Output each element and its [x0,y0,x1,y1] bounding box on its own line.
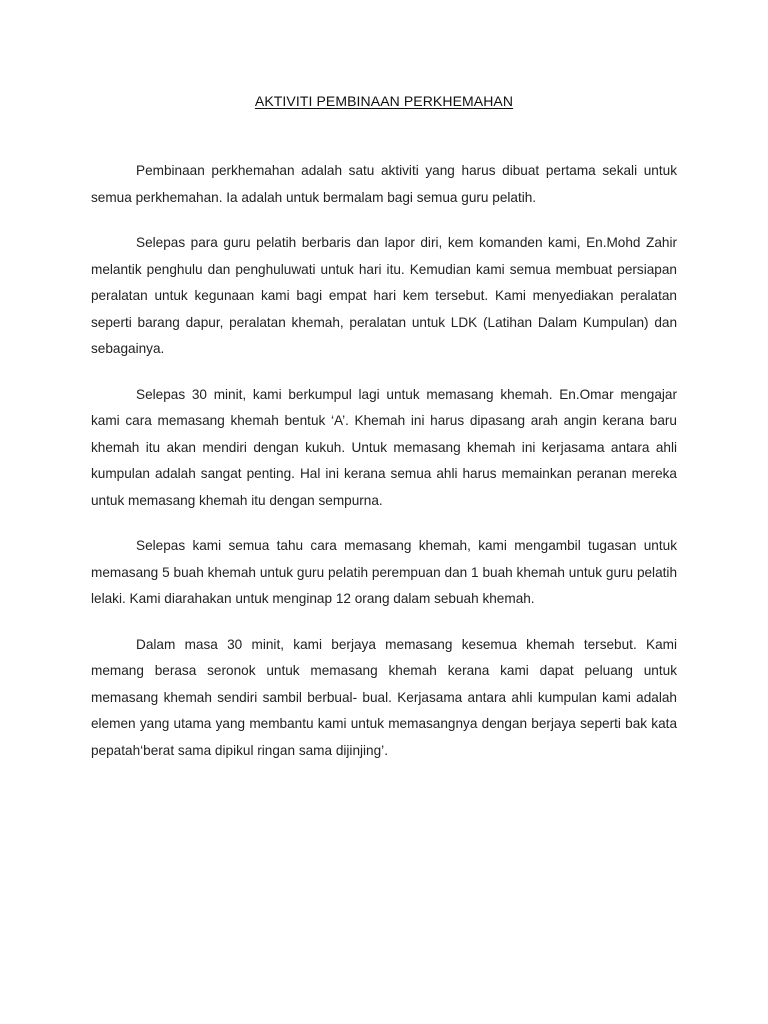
paragraph-1: Pembinaan perkhemahan adalah satu aktiviti yang harus dibuat pertama sekali untuk semua perkhemahan. Ia adalah untuk bermalam bagi semua guru pelatih. [91,163,677,205]
paragraph-3: Selepas 30 minit, kami berkumpul lagi untuk memasang khemah. En.Omar mengajar kami cara memasang khemah bentuk ‘A’. Khemah ini harus dipasang arah angin kerana baru khemah itu akan mendiri dengan kukuh. Untuk memasang khemah ini kerjasama antara ahli kumpulan adalah sangat penting. Hal ini kerana semua ahli harus memainkan peranan mereka untuk memasang khemah itu dengan sempurna. [91,386,677,508]
document-body [91,158,677,783]
paragraph-2: Selepas para guru pelatih berbaris dan lapor diri, kem komanden kami, En.Mohd Zahir melantik penghulu dan penghuluwati untuk hari itu. Kemudian kami semua membuat persiapan peralatan untuk kegunaan kami bagi empat hari kem tersebut. Kami menyediakan peralatan seperti barang dapur, peralatan khemah, peralatan untuk LDK (Latihan Dalam Kumpulan) dan sebagainya. [91,235,677,356]
paragraph-4: Selepas kami semua tahu cara memasang khemah, kami mengambil tugasan untuk memasang 5 buah khemah untuk guru pelatih perempuan dan 1 buah khemah untuk guru pelatih lelaki. Kami diarahakan untuk menginap 12 orang dalam sebuah khemah. [91,538,677,606]
document-title: AKTIVITI PEMBINAAN PERKHEMAHAN [254,93,514,109]
paragraph-5: Dalam masa 30 minit, kami berjaya memasang kesemua khemah tersebut. Kami memang berasa seronok untuk memasang khemah kerana kami dapat peluang untuk memasang khemah sendiri sambil berbual- bual. Kerjasama antara ahli kumpulan kami adalah elemen yang utama yang membantu kami untuk memasangnya dengan berjaya seperti bak kata pepatah‘berat sama dipikul ringan sama dijinjing’. [91,636,677,758]
